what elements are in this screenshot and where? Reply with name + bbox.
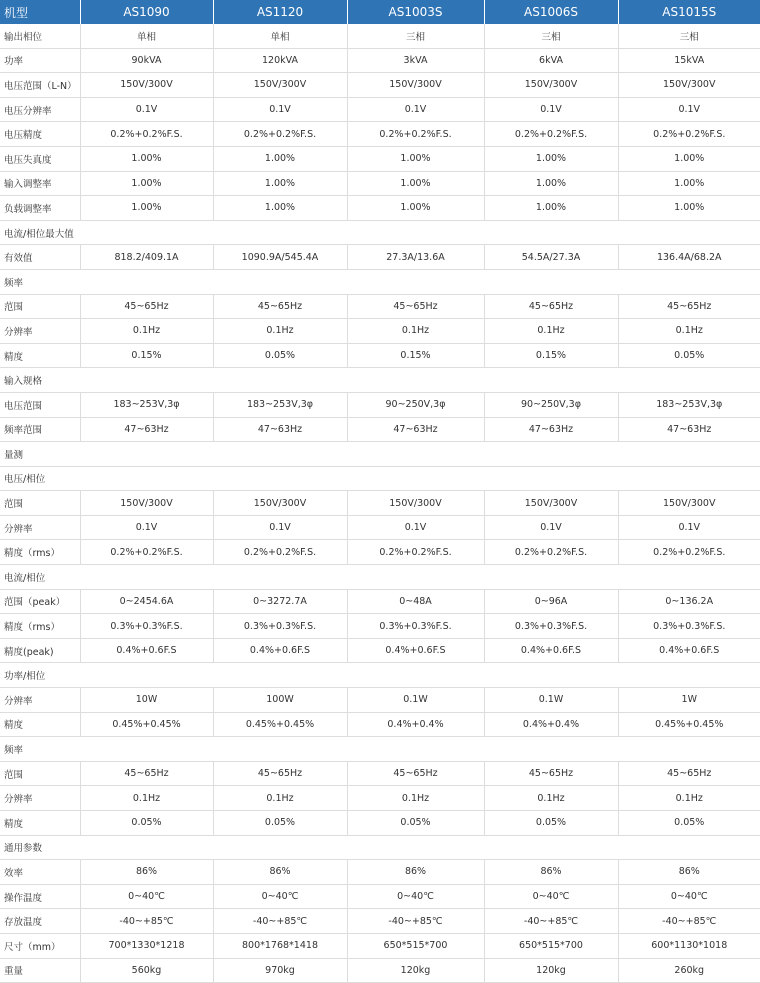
section-row (0, 737, 760, 762)
table-cell: 0.3%+0.3%F.S. (618, 614, 760, 639)
table-cell: 0.05% (347, 811, 484, 836)
row-label: 电压范围（L-N） (0, 73, 80, 98)
table-cell: 0.05% (213, 811, 347, 836)
table-cell: 0.2%+0.2%F.S. (213, 540, 347, 565)
table-row (0, 786, 760, 811)
table-cell: 3kVA (347, 48, 484, 73)
table-cell: 45~65Hz (484, 294, 618, 319)
table-row (0, 860, 760, 885)
table-cell: 0.2%+0.2%F.S. (347, 122, 484, 147)
table-cell: 0.1V (347, 515, 484, 540)
table-cell: 1.00% (618, 196, 760, 221)
table-cell: 0~40℃ (484, 884, 618, 909)
table-cell: 0~40℃ (618, 884, 760, 909)
table-cell: 1W (618, 688, 760, 713)
row-label: 操作温度 (0, 884, 80, 909)
table-cell: 0.1Hz (484, 786, 618, 811)
section-row (0, 220, 760, 245)
table-cell: 45~65Hz (213, 294, 347, 319)
table-cell: 1.00% (347, 196, 484, 221)
table-cell: 0~136.2A (618, 589, 760, 614)
table-cell: 0.4%+0.4% (347, 712, 484, 737)
table-cell: 970kg (213, 958, 347, 983)
table-cell: 1.00% (347, 146, 484, 171)
table-cell: 120kg (347, 958, 484, 983)
row-label: 电压失真度 (0, 146, 80, 171)
section-label: 频率 (0, 269, 760, 294)
table-cell: 0.1Hz (484, 319, 618, 344)
table-row (0, 343, 760, 368)
section-label: 电流/相位最大值 (0, 220, 760, 245)
table-cell: 0.15% (484, 343, 618, 368)
table-cell: 1.00% (213, 171, 347, 196)
table-cell: 1.00% (213, 146, 347, 171)
table-cell: 0~48A (347, 589, 484, 614)
table-cell: 15kVA (618, 48, 760, 73)
table-cell: 0.1V (618, 515, 760, 540)
table-cell: 0.1W (484, 688, 618, 713)
row-label: 精度 (0, 811, 80, 836)
table-header-row (0, 0, 760, 24)
table-cell: 0.3%+0.3%F.S. (80, 614, 213, 639)
table-cell: 1.00% (484, 171, 618, 196)
table-row (0, 958, 760, 983)
table-row (0, 417, 760, 442)
table-cell: 183~253V,3φ (213, 392, 347, 417)
table-cell: 1.00% (484, 146, 618, 171)
row-label: 精度（rms） (0, 614, 80, 639)
table-cell: 0.4%+0.4% (484, 712, 618, 737)
table-cell: 47~63Hz (80, 417, 213, 442)
table-cell: 1.00% (347, 171, 484, 196)
table-cell: 150V/300V (80, 491, 213, 516)
row-label: 范围 (0, 294, 80, 319)
table-cell: 0.3%+0.3%F.S. (484, 614, 618, 639)
table-cell: 0~2454.6A (80, 589, 213, 614)
table-cell: 0.2%+0.2%F.S. (484, 122, 618, 147)
table-row (0, 122, 760, 147)
table-cell: 260kg (618, 958, 760, 983)
row-label: 重量 (0, 958, 80, 983)
table-cell: 150V/300V (484, 73, 618, 98)
row-label: 分辨率 (0, 515, 80, 540)
section-label: 电流/相位 (0, 565, 760, 590)
table-cell: 0.3%+0.3%F.S. (213, 614, 347, 639)
table-row (0, 811, 760, 836)
table-row (0, 540, 760, 565)
table-cell: 0.1V (484, 515, 618, 540)
table-cell: 1.00% (618, 171, 760, 196)
table-row (0, 688, 760, 713)
table-cell: 0.15% (80, 343, 213, 368)
table-row (0, 146, 760, 171)
table-cell: 单相 (213, 24, 347, 48)
section-row (0, 835, 760, 860)
table-cell: 0.2%+0.2%F.S. (484, 540, 618, 565)
table-cell: 150V/300V (618, 491, 760, 516)
section-row (0, 269, 760, 294)
table-cell: 183~253V,3φ (80, 392, 213, 417)
table-cell: 45~65Hz (484, 761, 618, 786)
table-cell: 86% (347, 860, 484, 885)
table-cell: 0.1W (347, 688, 484, 713)
row-label: 输入调整率 (0, 171, 80, 196)
table-cell: 45~65Hz (347, 761, 484, 786)
table-cell: 0.05% (213, 343, 347, 368)
table-cell: 0.4%+0.6F.S (618, 638, 760, 663)
table-cell: 1.00% (618, 146, 760, 171)
table-row (0, 294, 760, 319)
table-row (0, 319, 760, 344)
row-label: 负载调整率 (0, 196, 80, 221)
table-cell: 150V/300V (484, 491, 618, 516)
table-row (0, 614, 760, 639)
table-cell: 86% (618, 860, 760, 885)
row-label: 电压精度 (0, 122, 80, 147)
table-cell: 0.1V (80, 97, 213, 122)
table-cell: 183~253V,3φ (618, 392, 760, 417)
table-row (0, 392, 760, 417)
row-label: 范围（peak） (0, 589, 80, 614)
table-cell: 0.2%+0.2%F.S. (80, 540, 213, 565)
table-row (0, 638, 760, 663)
header-cell-as1015s: AS1015S (618, 0, 760, 24)
table-cell: 0.05% (484, 811, 618, 836)
table-row (0, 245, 760, 270)
section-row (0, 663, 760, 688)
table-body (0, 24, 760, 983)
table-cell: 90kVA (80, 48, 213, 73)
table-cell: 0.4%+0.6F.S (80, 638, 213, 663)
header-cell-as1003s: AS1003S (347, 0, 484, 24)
table-cell: 0~96A (484, 589, 618, 614)
table-cell: 三相 (618, 24, 760, 48)
row-label: 精度 (0, 712, 80, 737)
row-label: 频率范围 (0, 417, 80, 442)
section-label: 功率/相位 (0, 663, 760, 688)
table-row (0, 97, 760, 122)
table-cell: 150V/300V (618, 73, 760, 98)
table-cell: 0.05% (80, 811, 213, 836)
row-label: 有效值 (0, 245, 80, 270)
table-cell: 0.05% (618, 343, 760, 368)
table-cell: 45~65Hz (347, 294, 484, 319)
table-cell: -40~+85℃ (618, 909, 760, 934)
table-cell: 86% (80, 860, 213, 885)
table-cell: 818.2/409.1A (80, 245, 213, 270)
table-row (0, 933, 760, 958)
table-cell: 0.1Hz (80, 786, 213, 811)
table-cell: 10W (80, 688, 213, 713)
table-cell: 1.00% (484, 196, 618, 221)
table-cell: 120kVA (213, 48, 347, 73)
table-cell: 0~40℃ (347, 884, 484, 909)
table-cell: 0.3%+0.3%F.S. (347, 614, 484, 639)
row-label: 分辨率 (0, 786, 80, 811)
header-cell-model: 机型 (0, 0, 80, 24)
table-cell: 47~63Hz (618, 417, 760, 442)
table-cell: 0.2%+0.2%F.S. (618, 540, 760, 565)
table-cell: 54.5A/27.3A (484, 245, 618, 270)
header-cell-as1006s: AS1006S (484, 0, 618, 24)
table-row (0, 589, 760, 614)
table-cell: 0~3272.7A (213, 589, 347, 614)
table-cell: 6kVA (484, 48, 618, 73)
table-row (0, 196, 760, 221)
table-cell: 0.45%+0.45% (618, 712, 760, 737)
table-row (0, 491, 760, 516)
header-cell-as1120: AS1120 (213, 0, 347, 24)
table-row (0, 24, 760, 48)
table-cell: 1.00% (80, 196, 213, 221)
table-cell: 0.15% (347, 343, 484, 368)
table-cell: 150V/300V (213, 491, 347, 516)
table-cell: 0.1V (347, 97, 484, 122)
section-row (0, 442, 760, 467)
table-cell: 0.45%+0.45% (80, 712, 213, 737)
table-cell: 86% (484, 860, 618, 885)
row-label: 效率 (0, 860, 80, 885)
table-cell: 0~40℃ (213, 884, 347, 909)
table-cell: 150V/300V (347, 73, 484, 98)
table-cell: 150V/300V (80, 73, 213, 98)
table-cell: 47~63Hz (213, 417, 347, 442)
row-label: 精度（rms） (0, 540, 80, 565)
table-cell: 0.45%+0.45% (213, 712, 347, 737)
table-cell: 45~65Hz (80, 761, 213, 786)
section-label: 频率 (0, 737, 760, 762)
table-cell: 47~63Hz (347, 417, 484, 442)
section-row (0, 565, 760, 590)
table-cell: 0.2%+0.2%F.S. (618, 122, 760, 147)
table-row (0, 73, 760, 98)
table-cell: 0.4%+0.6F.S (347, 638, 484, 663)
table-cell: 0.05% (618, 811, 760, 836)
section-label: 电压/相位 (0, 466, 760, 491)
table-row (0, 48, 760, 73)
table-cell: 0.2%+0.2%F.S. (347, 540, 484, 565)
row-label: 输出相位 (0, 24, 80, 48)
table-cell: 1.00% (80, 171, 213, 196)
table-cell: -40~+85℃ (484, 909, 618, 934)
table-cell: 600*1130*1018 (618, 933, 760, 958)
table-cell: 0.2%+0.2%F.S. (80, 122, 213, 147)
table-cell: 0.1V (484, 97, 618, 122)
table-cell: 100W (213, 688, 347, 713)
table-cell: 0.1Hz (213, 319, 347, 344)
row-label: 功率 (0, 48, 80, 73)
row-label: 范围 (0, 761, 80, 786)
table-cell: 三相 (484, 24, 618, 48)
table-cell: 单相 (80, 24, 213, 48)
section-row (0, 466, 760, 491)
row-label: 电压范围 (0, 392, 80, 417)
table-cell: -40~+85℃ (80, 909, 213, 934)
row-label: 尺寸（mm） (0, 933, 80, 958)
row-label: 分辨率 (0, 319, 80, 344)
section-label: 量测 (0, 442, 760, 467)
table-cell: 0.1Hz (80, 319, 213, 344)
table-cell: 90~250V,3φ (484, 392, 618, 417)
table-row (0, 712, 760, 737)
table-cell: 0.1V (618, 97, 760, 122)
table-cell: 0~40℃ (80, 884, 213, 909)
table-cell: 136.4A/68.2A (618, 245, 760, 270)
table-cell: 三相 (347, 24, 484, 48)
row-label: 存放温度 (0, 909, 80, 934)
table-cell: 800*1768*1418 (213, 933, 347, 958)
table-row (0, 171, 760, 196)
row-label: 精度(peak) (0, 638, 80, 663)
section-label: 输入规格 (0, 368, 760, 393)
row-label: 范围 (0, 491, 80, 516)
table-cell: 45~65Hz (618, 761, 760, 786)
section-label: 通用参数 (0, 835, 760, 860)
table-cell: 0.4%+0.6F.S (484, 638, 618, 663)
table-cell: 45~65Hz (213, 761, 347, 786)
table-cell: 45~65Hz (80, 294, 213, 319)
table-cell: 47~63Hz (484, 417, 618, 442)
table-row (0, 515, 760, 540)
section-row (0, 368, 760, 393)
table-cell: 0.1Hz (618, 319, 760, 344)
table-cell: 1.00% (80, 146, 213, 171)
table-cell: 45~65Hz (618, 294, 760, 319)
table-cell: 0.1Hz (347, 319, 484, 344)
table-cell: 1.00% (213, 196, 347, 221)
table-row (0, 761, 760, 786)
row-label: 分辨率 (0, 688, 80, 713)
table-cell: 0.1Hz (618, 786, 760, 811)
table-cell: 150V/300V (347, 491, 484, 516)
table-cell: 0.1Hz (347, 786, 484, 811)
table-cell: 150V/300V (213, 73, 347, 98)
table-cell: 120kg (484, 958, 618, 983)
table-row (0, 909, 760, 934)
table-cell: 0.1V (80, 515, 213, 540)
table-cell: 0.1V (213, 515, 347, 540)
table-cell: 0.4%+0.6F.S (213, 638, 347, 663)
table-cell: 27.3A/13.6A (347, 245, 484, 270)
table-cell: 0.2%+0.2%F.S. (213, 122, 347, 147)
table-cell: 0.1Hz (213, 786, 347, 811)
row-label: 电压分辨率 (0, 97, 80, 122)
table-cell: 0.1V (213, 97, 347, 122)
header-cell-as1090: AS1090 (80, 0, 213, 24)
table-cell: 560kg (80, 958, 213, 983)
table-cell: 86% (213, 860, 347, 885)
table-cell: -40~+85℃ (213, 909, 347, 934)
table-cell: -40~+85℃ (347, 909, 484, 934)
table-cell: 650*515*700 (347, 933, 484, 958)
row-label: 精度 (0, 343, 80, 368)
table-cell: 90~250V,3φ (347, 392, 484, 417)
table-row (0, 884, 760, 909)
table-cell: 650*515*700 (484, 933, 618, 958)
table-cell: 1090.9A/545.4A (213, 245, 347, 270)
table-cell: 700*1330*1218 (80, 933, 213, 958)
